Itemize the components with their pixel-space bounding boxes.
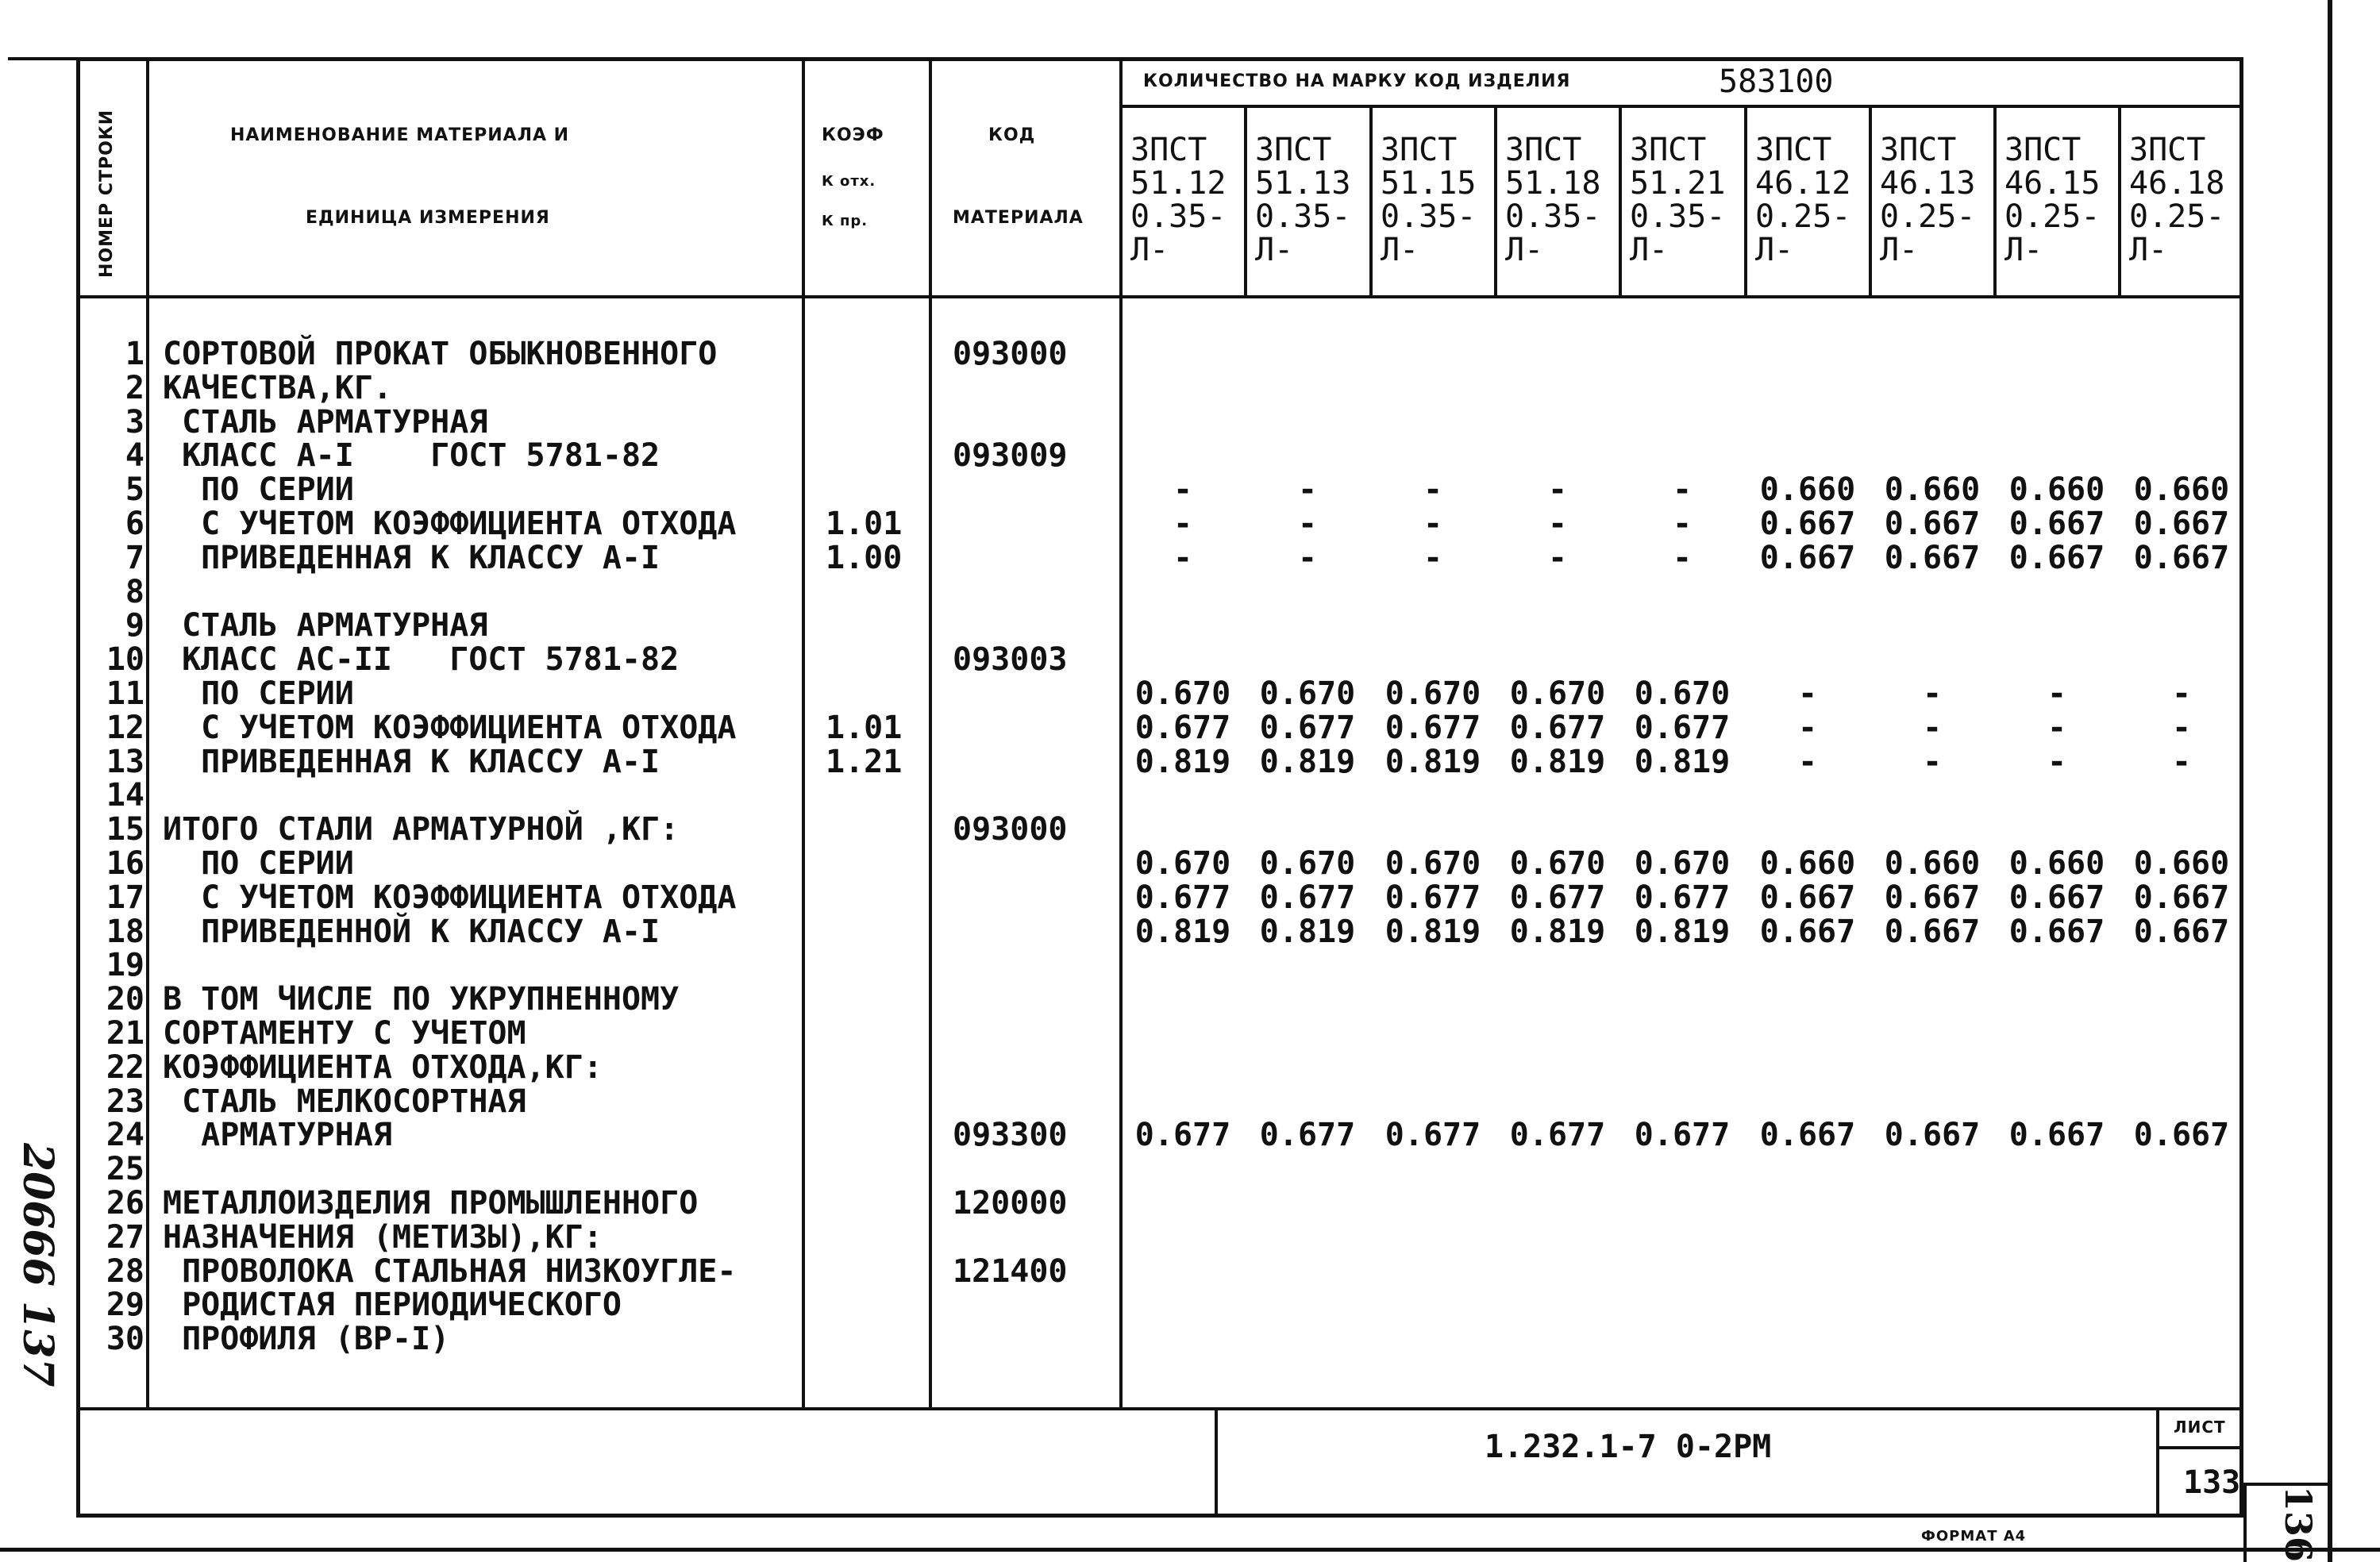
quantity-value: 0.667 [1759, 879, 1856, 916]
quantity-value: - [2171, 675, 2192, 712]
quantity-value: 0.667 [2133, 914, 2230, 950]
quantity-value: 0.819 [1259, 744, 1356, 780]
quantity-value: - [1173, 506, 1193, 542]
mark-header: 3ПСТ 46.12 0.25- Л- [1755, 132, 1851, 268]
material-name: С УЧЕТОМ КОЭФФИЦИЕНТА ОТХОДА [163, 879, 737, 916]
divider [2118, 105, 2121, 297]
row-number: 18 [106, 914, 144, 950]
quantity-value: 0.677 [1384, 879, 1481, 916]
quantity-value: - [2047, 744, 2067, 780]
divider [929, 57, 932, 1410]
divider [1744, 105, 1747, 297]
quantity-value: 0.677 [1134, 1117, 1231, 1153]
quantity-value: - [1423, 540, 1443, 576]
material-name: ПО СЕРИИ [163, 675, 354, 712]
material-name: ИТОГО СТАЛИ АРМАТУРНОЙ ,КГ: [163, 811, 680, 848]
coef-header-line2: К отх. [822, 173, 876, 190]
quantity-value: - [1297, 471, 1318, 508]
quantity-value: 0.819 [1259, 914, 1356, 950]
quantity-value: 0.670 [1634, 675, 1731, 712]
quantity-value: - [1797, 744, 1818, 780]
quantity-value: - [2047, 710, 2067, 746]
material-name: НАЗНАЧЕНИЯ (МЕТИЗЫ),КГ: [163, 1219, 603, 1256]
row-number: 15 [106, 811, 144, 848]
coefficient: 1.21 [826, 744, 903, 780]
divider [1619, 105, 1622, 297]
row-number: 11 [106, 675, 144, 712]
quantity-value: 0.667 [1759, 506, 1856, 542]
quantity-value: - [1423, 471, 1443, 508]
quantity-value: 0.819 [1509, 914, 1606, 950]
row-number: 20 [106, 981, 144, 1018]
quantity-value: 0.667 [2133, 506, 2230, 542]
material-name: КЛАСС АС-II ГОСТ 5781-82 [163, 641, 680, 678]
material-name: ПРОФИЛЯ (ВР-I) [163, 1321, 450, 1357]
quantity-value: 0.660 [2008, 471, 2105, 508]
divider [1369, 105, 1373, 297]
quantity-value: 0.667 [2133, 879, 2230, 916]
quantity-value: 0.667 [2008, 879, 2105, 916]
material-name: РОДИСТАЯ ПЕРИОДИЧЕСКОГО [163, 1287, 622, 1323]
row-number: 25 [106, 1151, 144, 1187]
material-name: СОРТОВОЙ ПРОКАТ ОБЫКНОВЕННОГО [163, 336, 718, 372]
divider [1494, 105, 1497, 297]
quantity-value: 0.677 [1259, 1117, 1356, 1153]
quantity-value: - [2047, 675, 2067, 712]
material-name: СТАЛЬ АРМАТУРНАЯ [163, 404, 488, 441]
quantity-value: 0.667 [2008, 540, 2105, 576]
quantity-value: - [1672, 471, 1693, 508]
row-number: 26 [106, 1185, 144, 1222]
material-name: СТАЛЬ МЕЛКОСОРТНАЯ [163, 1083, 526, 1120]
row-number: 5 [125, 471, 144, 508]
quantity-value: 0.667 [1759, 540, 1856, 576]
document-code: 1.232.1-7 0-2РМ [1485, 1429, 1772, 1465]
row-number: 23 [106, 1083, 144, 1120]
quantity-value: - [1922, 710, 1943, 746]
row-number: 2 [125, 370, 144, 406]
row-number: 17 [106, 879, 144, 916]
row-number: 3 [125, 404, 144, 441]
material-name: КАЧЕСТВА,КГ. [163, 370, 392, 406]
material-code: 093009 [953, 437, 1068, 474]
quantity-value: - [1922, 744, 1943, 780]
mark-header: 3ПСТ 46.15 0.25- Л- [2005, 132, 2101, 268]
divider [2156, 1446, 2243, 1449]
sheet-number: 133 [2183, 1464, 2241, 1501]
quantity-value: 0.667 [1884, 540, 1981, 576]
quantity-value: - [1797, 675, 1818, 712]
row-number: 16 [106, 845, 144, 882]
quantity-value: 0.819 [1634, 914, 1731, 950]
material-code: 120000 [953, 1185, 1068, 1222]
quantity-value: - [1547, 540, 1568, 576]
material-name: АРМАТУРНАЯ [163, 1117, 392, 1153]
quantity-value: 0.667 [2008, 914, 2105, 950]
material-name: ПРИВЕДЕННАЯ К КЛАССУ А-I [163, 540, 660, 576]
quantity-value: 0.677 [1259, 879, 1356, 916]
quantity-value: 0.667 [1759, 914, 1856, 950]
quantity-value: 0.660 [2008, 845, 2105, 882]
quantity-value: 0.667 [2133, 1117, 2230, 1153]
quantity-value: 0.819 [1509, 744, 1606, 780]
divider [2328, 0, 2332, 1562]
sheet-label: ЛИСТ [2174, 1418, 2226, 1437]
mark-header: 3ПСТ 51.18 0.35- Л- [1505, 132, 1601, 268]
quantity-value: - [1173, 540, 1193, 576]
material-name: СОРТАМЕНТУ С УЧЕТОМ [163, 1015, 526, 1052]
row-number: 1 [125, 336, 144, 372]
material-name: СТАЛЬ АРМАТУРНАЯ [163, 607, 488, 644]
quantity-value: 0.667 [1884, 506, 1981, 542]
quantity-value: 0.667 [1884, 1117, 1981, 1153]
divider [1869, 105, 1872, 297]
material-name: КЛАСС А-I ГОСТ 5781-82 [163, 437, 660, 474]
material-code: 093003 [953, 641, 1068, 678]
divider [1119, 105, 2243, 108]
quantity-value: - [1173, 471, 1193, 508]
quantity-value: - [1297, 540, 1318, 576]
row-number: 7 [125, 540, 144, 576]
quantity-value: 0.677 [1509, 879, 1606, 916]
quantity-value: 0.677 [1134, 879, 1231, 916]
quantity-value: 0.667 [2008, 1117, 2105, 1153]
quantity-value: 0.677 [1134, 710, 1231, 746]
quantity-value: 0.677 [1259, 710, 1356, 746]
material-code: 093000 [953, 811, 1068, 848]
material-code: 093000 [953, 336, 1068, 372]
row-number-header [79, 95, 146, 286]
row-number: 30 [106, 1321, 144, 1357]
quantity-value: 0.667 [1884, 914, 1981, 950]
row-number: 6 [125, 506, 144, 542]
quantity-value: - [1922, 675, 1943, 712]
row-number: 21 [106, 1015, 144, 1052]
quantity-value: - [1672, 506, 1693, 542]
quantity-value: 0.677 [1509, 1117, 1606, 1153]
quantity-value: - [1297, 506, 1318, 542]
divider [8, 57, 79, 60]
divider [1993, 105, 1997, 297]
quantity-value: - [1672, 540, 1693, 576]
mark-header: 3ПСТ 51.12 0.35- Л- [1130, 132, 1227, 268]
quantity-value: 0.670 [1259, 845, 1356, 882]
row-number: 10 [106, 641, 144, 678]
divider [2243, 1483, 2247, 1562]
material-name: МЕТАЛЛОИЗДЕЛИЯ ПРОМЫШЛЕННОГО [163, 1185, 699, 1222]
material-name: ПРИВЕДЕННОЙ К КЛАССУ А-I [163, 914, 660, 950]
quantity-value: 0.667 [2008, 506, 2105, 542]
code-header-line1: КОД [988, 125, 1036, 145]
product-code: 583100 [1719, 63, 1834, 100]
quantity-value: 0.667 [2133, 540, 2230, 576]
divider [1244, 105, 1247, 297]
divider [76, 1407, 2243, 1410]
row-number: 14 [106, 777, 144, 814]
quantity-value: 0.819 [1384, 744, 1481, 780]
row-number: 8 [125, 574, 144, 610]
quantity-value: 0.660 [2133, 845, 2230, 882]
coefficient: 1.00 [826, 540, 903, 576]
name-header-line2: ЕДИНИЦА ИЗМЕРЕНИЯ [306, 208, 550, 228]
quantity-value: 0.670 [1509, 845, 1606, 882]
quantity-value: 0.819 [1134, 914, 1231, 950]
row-number: 4 [125, 437, 144, 474]
quantity-value: 0.677 [1634, 1117, 1731, 1153]
material-name: С УЧЕТОМ КОЭФФИЦИЕНТА ОТХОДА [163, 506, 737, 542]
divider [146, 57, 149, 1410]
quantity-header: КОЛИЧЕСТВО НА МАРКУ КОД ИЗДЕЛИЯ [1143, 71, 1571, 91]
quantity-value: 0.819 [1634, 744, 1731, 780]
quantity-value: 0.677 [1384, 710, 1481, 746]
mark-header: 3ПСТ 51.13 0.35- Л- [1255, 132, 1351, 268]
row-number-header-text: НОМЕР СТРОКИ [97, 109, 117, 278]
quantity-value: 0.819 [1134, 744, 1231, 780]
quantity-value: 0.660 [1884, 471, 1981, 508]
mark-header: 3ПСТ 51.21 0.35- Л- [1630, 132, 1726, 268]
quantity-value: 0.670 [1259, 675, 1356, 712]
quantity-value: 0.670 [1134, 675, 1231, 712]
quantity-value: 0.660 [1884, 845, 1981, 882]
divider [0, 1548, 2380, 1552]
material-name: ПРИВЕДЕННАЯ К КЛАССУ А-I [163, 744, 660, 780]
material-name: ПРОВОЛОКА СТАЛЬНАЯ НИЗКОУГЛЕ- [163, 1253, 737, 1290]
quantity-value: 0.667 [1884, 879, 1981, 916]
quantity-value: 0.670 [1384, 675, 1481, 712]
quantity-value: 0.670 [1134, 845, 1231, 882]
coef-header-line1: КОЭФ [822, 125, 884, 145]
coefficient: 1.01 [826, 506, 903, 542]
divider [76, 295, 2243, 298]
row-number: 28 [106, 1253, 144, 1290]
corner-page-number: 136 [2277, 1486, 2320, 1562]
quantity-value: 0.660 [1759, 845, 1856, 882]
row-number: 29 [106, 1287, 144, 1323]
quantity-value: 0.660 [1759, 471, 1856, 508]
divider [1215, 1407, 1218, 1518]
row-number: 9 [125, 607, 144, 644]
code-header-line2: МАТЕРИАЛА [953, 208, 1084, 228]
quantity-value: 0.670 [1384, 845, 1481, 882]
quantity-value: - [1423, 506, 1443, 542]
row-number: 22 [106, 1049, 144, 1086]
quantity-value: 0.670 [1634, 845, 1731, 882]
quantity-value: 0.677 [1634, 879, 1731, 916]
coef-header-line3: К пр. [822, 213, 868, 229]
mark-header: 3ПСТ 51.15 0.35- Л- [1381, 132, 1477, 268]
mark-header: 3ПСТ 46.13 0.25- Л- [1880, 132, 1976, 268]
quantity-value: 0.677 [1634, 710, 1731, 746]
material-code: 093300 [953, 1117, 1068, 1153]
coefficient: 1.01 [826, 710, 903, 746]
quantity-value: 0.670 [1509, 675, 1606, 712]
row-number: 19 [106, 947, 144, 983]
quantity-value: - [2171, 710, 2192, 746]
material-name: В ТОМ ЧИСЛЕ ПО УКРУПНЕННОМУ [163, 981, 680, 1018]
material-name: С УЧЕТОМ КОЭФФИЦИЕНТА ОТХОДА [163, 710, 737, 746]
material-name: КОЭФФИЦИЕНТА ОТХОДА,КГ: [163, 1049, 603, 1086]
quantity-value: 0.677 [1509, 710, 1606, 746]
quantity-value: - [2171, 744, 2192, 780]
format-label: ФОРМАТ А4 [1921, 1528, 2027, 1545]
quantity-value: - [1547, 471, 1568, 508]
row-number: 13 [106, 744, 144, 780]
divider [2156, 1407, 2159, 1518]
row-number: 27 [106, 1219, 144, 1256]
name-header-line1: НАИМЕНОВАНИЕ МАТЕРИАЛА И [230, 125, 570, 145]
mark-header: 3ПСТ 46.18 0.25- Л- [2129, 132, 2225, 268]
material-name: ПО СЕРИИ [163, 471, 354, 508]
row-number: 24 [106, 1117, 144, 1153]
quantity-value: - [1797, 710, 1818, 746]
material-name: ПО СЕРИИ [163, 845, 354, 882]
divider [802, 57, 805, 1410]
archive-number: 20666 137 [13, 1143, 62, 1387]
quantity-value: 0.660 [2133, 471, 2230, 508]
material-code: 121400 [953, 1253, 1068, 1290]
row-number: 12 [106, 710, 144, 746]
quantity-value: 0.819 [1384, 914, 1481, 950]
quantity-value: - [1547, 506, 1568, 542]
quantity-value: 0.677 [1384, 1117, 1481, 1153]
quantity-value: 0.667 [1759, 1117, 1856, 1153]
